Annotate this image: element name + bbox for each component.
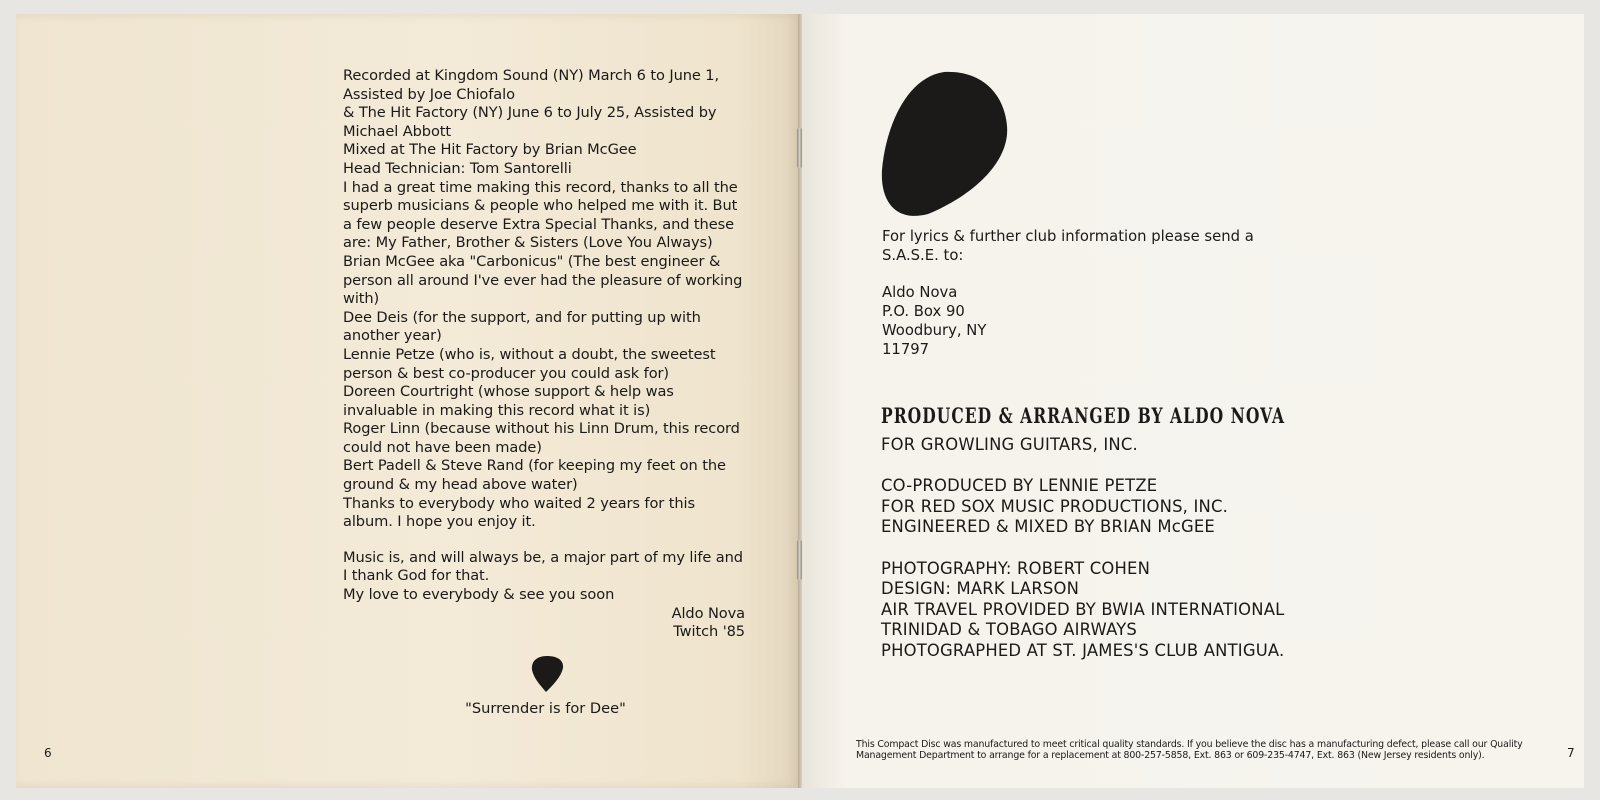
credits-line: Bert Padell & Steve Rand (for keeping my feet on the ground & my head above water) xyxy=(343,457,726,494)
production-line: TRINIDAD & TOBAGO AIRWAYS xyxy=(881,620,1138,640)
club-info-text: For lyrics & further club information please send a S.A.S.E. to: xyxy=(882,228,1254,264)
credits-line: I had a great time making this record, thanks to all the superb musicians & people who helped me with it. But a few people deserve Extra Special Thanks, and these are: My Father, Brother & Sisters (Love You Always) xyxy=(343,178,738,252)
credits-line: Thanks to everybody who waited 2 years for this album. I hope you enjoy it. xyxy=(343,494,695,531)
quality-fine-print: This Compact Disc was manufactured to meet critical quality standards. If you believe the disc has a manufacturing defect, please call our Quality Management Department to arrange for a replacement at 800-257-5858, Ext. 863 or 609-235-4747, Ext. 863 (New Jersey residents only). xyxy=(856,739,1523,762)
credits-line: Lennie Petze (who is, without a doubt, the sweetest person & best co-producer you could ask for) xyxy=(343,345,716,382)
credits-line: & The Hit Factory (NY) June 6 to July 25, Assisted by Michael Abbott xyxy=(343,104,717,140)
production-line: ENGINEERED & MIXED BY BRIAN McGEE xyxy=(881,517,1215,537)
production-credits xyxy=(881,435,1441,662)
staple-bottom xyxy=(797,540,802,580)
production-line: AIR TRAVEL PROVIDED BY BWIA INTERNATIONAL xyxy=(881,599,1285,619)
closing-line: My love to everybody & see you soon xyxy=(343,586,615,604)
production-line: PHOTOGRAPHED AT ST. JAMES'S CLUB ANTIGUA. xyxy=(881,640,1285,660)
credits-line: Recorded at Kingdom Sound (NY) March 6 to June 1, Assisted by Joe Chiofalo xyxy=(343,67,720,103)
staple-top xyxy=(797,128,802,168)
produced-heading: PRODUCED & ARRANGED BY ALDO NOVA xyxy=(881,403,1286,428)
dedication: "Surrender is for Dee" xyxy=(465,700,626,717)
address-line: Aldo Nova xyxy=(882,284,958,302)
page-number-left: 6 xyxy=(44,746,52,760)
credits-text xyxy=(343,67,748,642)
closing-line: Music is, and will always be, a major part of my life and I thank God for that. xyxy=(343,548,743,585)
credits-line: Head Technician: Tom Santorelli xyxy=(343,159,572,177)
address-line: 11797 xyxy=(882,340,930,358)
credits-line: Roger Linn (because without his Linn Drum, this record could not have been made) xyxy=(343,420,740,456)
production-line: FOR RED SOX MUSIC PRODUCTIONS, INC. xyxy=(881,496,1229,516)
address-line: P.O. Box 90 xyxy=(882,303,965,321)
credits-line: Brian McGee aka "Carbonicus" (The best engineer & person all around I've ever had the pleasure of working with) xyxy=(343,252,743,308)
production-line: PHOTOGRAPHY: ROBERT COHEN xyxy=(881,558,1151,578)
club-info-block xyxy=(882,228,1302,360)
address-line: Woodbury, NY xyxy=(882,321,987,339)
credits-line: Dee Deis (for the support, and for putting up with another year) xyxy=(343,308,701,345)
production-line: CO-PRODUCED BY LENNIE PETZE xyxy=(881,476,1158,496)
signature-date: Twitch '85 xyxy=(673,623,745,641)
credits-line: Doreen Courtright (whose support & help was invaluable in making this record what it is) xyxy=(343,383,674,419)
signature-name: Aldo Nova xyxy=(671,604,745,622)
guitar-pick-icon xyxy=(876,70,1010,218)
production-line: FOR GROWLING GUITARS, INC. xyxy=(881,435,1138,454)
production-line: DESIGN: MARK LARSON xyxy=(881,579,1080,599)
guitar-pick-icon xyxy=(530,655,564,693)
page-number-right: 7 xyxy=(1567,746,1575,760)
credits-line: Mixed at The Hit Factory by Brian McGee xyxy=(343,141,637,159)
